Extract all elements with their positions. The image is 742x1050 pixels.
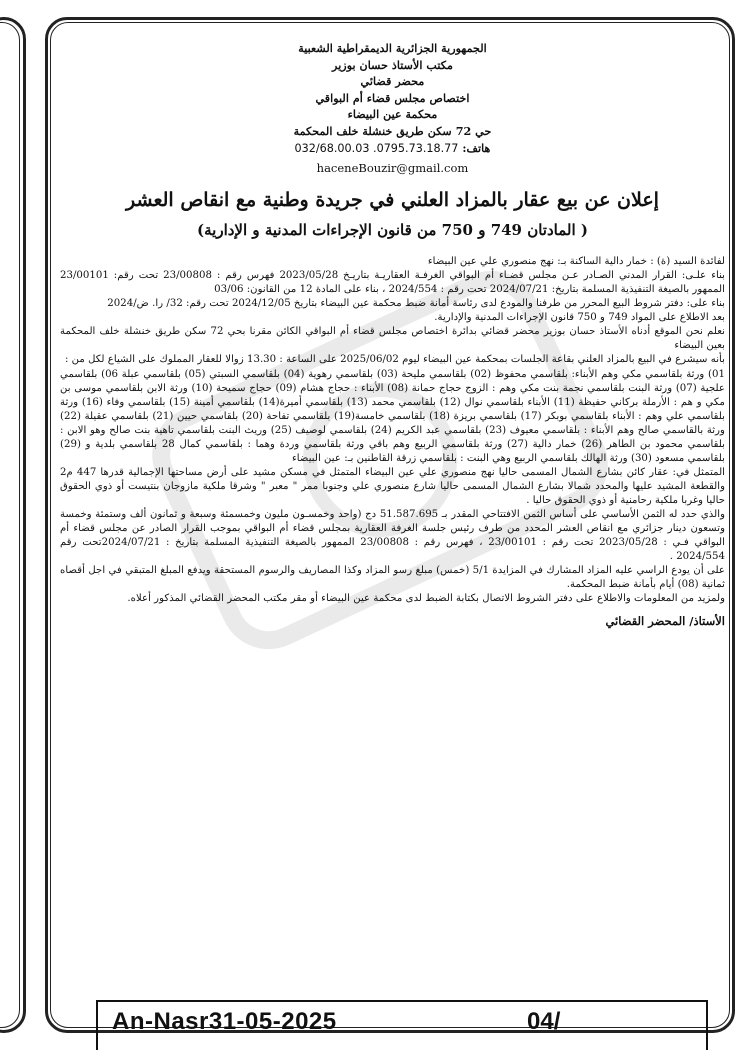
footer-newspaper-date: An-Nasr31-05-2025 <box>112 1008 337 1035</box>
left-column-inner-border <box>0 22 20 1028</box>
announcement-body <box>60 255 725 606</box>
paragraph-price: والذي حدد له الثمن الأساسي على أساس الثمن الافتتاحي المقدر بـ 51.587.695 دج (واحد وخمسـون مليون وخمسمئة وسبعة و ثمانون ألف وستمئة وخمسة وتسعون دينار جزائري مع انقاص العشر المحدد من طرف رئيس جلسة الغرفة العقارية بمجلس قضاء أم البواقي بموجب القرار الصادر عن مجلس قضاء أم البواقي فـي : 2023/05/28 تحت رقم : 23/00101 ، فهرس رقم : 23/00808 الممهور بالصيغة التنفيذية المسلمة بتاريخ : 2024/07/21تحت رقم 2024/554 . <box>60 509 725 563</box>
header-line: حي 72 سكن طريق خنشلة خلف المحكمة <box>293 123 492 138</box>
header-line: اختصاص مجلس قضاء أم البواقي <box>315 90 470 105</box>
announcement-title: إعلان عن بيع عقار بالمزاد العلني في جريدة وطنية مع انقاص العشر <box>126 189 659 212</box>
paragraph-owners: 01) ورثة بلقاسمي مكي وهم الأبناء: بلقاسمي محفوظ (02) بلقاسمي مليحة (03) بلقاسمي رهوية (04) بلقاسمي السبتي (05) بلقاسمي عبلة 06) بلقاسمي علجية (07) ورثة البنت بلقاسمي نجمة بنت مكي وهم : الزوج حجاج حمانة (08) الأبناء : حجاج هشام (09) حجاج سميحة (10) ورثة الابن بلقاسمي موسى بن مكي و هم : الأرملة بركاني حفيظة (11) الأبناء بلقاسمي نوال (12) بلقاسمي محمد (13) بلقاسمي أميرة(14) بلقاسمي أمينة (15) بلقاسمي وفاء (16) ورثة بلقاسمي علي وهم : الأبناء بلقاسمي بوبكر (17) بلقاسمي بريزة (18) بلقاسمي خامسة(19) بلقاسمي تفاحة (20) بلقاسمي حيين (21) بلقاسمي عقيلة (22) ورثة بالقاسمي صالح وهم الأبناء : بلقاسمي معيوف (23) بلقاسمي عبد الكريم (24) بلقاسمي لوصيف (25) وريث البنت بلقاسمي تاهية بنت صالح وهو الابن : بلقاسمي محمود بن الطاهر (26) خمار دالية (27) ورثة بلقاسمي الربيع وهم باقي ورثة بلقاسمي وردة وهما : بلقاسمي كمال 28 بلقاسمي بلدية و (29) بلقاسمي مسعود (30) ورثة الهالك بلقاسمي الربيع وهي البنت : بلقاسمي زرقة القاطنين بـ: عين البيضاء <box>60 368 725 464</box>
paragraph-law: بعد الاطلاع على المواد 749 و 750 قانون الإجراءات المدنية والإدارية. <box>434 312 725 324</box>
footer-page-number: 04/ <box>527 1008 561 1035</box>
paragraph-contact: ولمزيد من المعلومات والاطلاع على دفتر الشروط الاتصال بكتابة الضبط لدى محكمة عين البيضاء أو مقر مكتب المحضر القضائي المذكور أعلاه. <box>127 593 725 605</box>
header-line: الجمهورية الجزائرية الديمقراطية الشعبية <box>298 41 487 55</box>
paragraph-deposit: على أن يودع الراسي عليه المزاد المشارك في المزايدة 5/1 (خمس) مبلغ رسو المزاد وكذا المصاريف والرسوم المستحقة ويدفع المبلغ المتبقي في اجل أقصاه ثمانية (08) أيام بأمانة ضبط المحكمة. <box>60 565 725 591</box>
paragraph-notice: نعلم نحن الموقع أدناه الأستاذ حسان بوزير محضر قضائي بدائرة اختصاص مجلس قضاء أم البواقي الكائن مقرنا بحي 72 سكن طريق خنشلة خلف المحكمة بعين البيضاء <box>60 326 726 352</box>
paragraph-property: المتمثل في: عقار كائن بشارع الشمال المسمى حاليا نهج منصوري علي عين البيضاء المتمثل في مسكن مشيد على أرض مساحتها الإجمالية قدرها 447 م2 والقطعة المشيد عليها والمحدد شمالا بشارع الشمال المسمى حاليا شارع منصوري علي وجنوبا ممر " معبر " وشرقا ملكية مازوجان بنتيست أو ذوي الحقوق حاليا وغربا ملكية رحامنية أو ذوي الحقوق حاليا . <box>60 466 725 506</box>
paragraph-beneficiary: لفائدة السيد (ة) : خمار دالية الساكنة بـ: نهج منصوري علي عين البيضاء <box>427 256 725 268</box>
paragraph-conditions: بناء على: دفتر شروط البيع المحرر من طرفنا والمودع لدى رئاسة أمانة ضبط محكمة عين البيضاء بتاريخ 2024/12/05 تحت رقم: 32/ را. ض/2024 <box>107 298 725 310</box>
announcement-subtitle: ( المادتان 749 و 750 من قانون الإجراءات المدنية و الإدارية) <box>197 221 588 240</box>
header-line: محكمة عين البيضاء <box>347 107 438 122</box>
paragraph-decision: بناء علـى: القرار المدني الصـادر عـن مجلس قضـاء أم البواقي الغرفـة العقاريـة بتاريـخ 2023/05/28 فهرس رقم : 23/00808 تحت رقم: 23/00101 الممهور بالصيغة التنفيذية المسلمة بتاريخ: 2024/07/21 تحت رقم : 2024/554 ، بناء على المادة 12 من القانون: 03/06 <box>60 270 725 296</box>
phone-line <box>60 140 725 158</box>
announcement <box>60 40 725 628</box>
phone-number: 032/68.00.03 .0795.73.18.77 <box>294 141 459 155</box>
signature: الأستاذ/ المحضر القضائي <box>605 614 725 629</box>
phone-label: هاتف: <box>462 140 491 155</box>
email-address: haceneBouzir@gmail.com <box>316 161 469 176</box>
paragraph-auction-date: بأنه سيشرع في البيع بالمزاد العلني بقاعة الجلسات بمحكمة عين البيضاء ليوم 2025/06/02 على الساعة : 13.30 زوالا للعقار المملوك على الشياع لكل من : <box>64 354 725 366</box>
header-line: مكتب الأستاذ حسان بوزير <box>332 57 453 72</box>
header-line: محضر قضائي <box>360 74 425 89</box>
office-header <box>60 40 725 157</box>
